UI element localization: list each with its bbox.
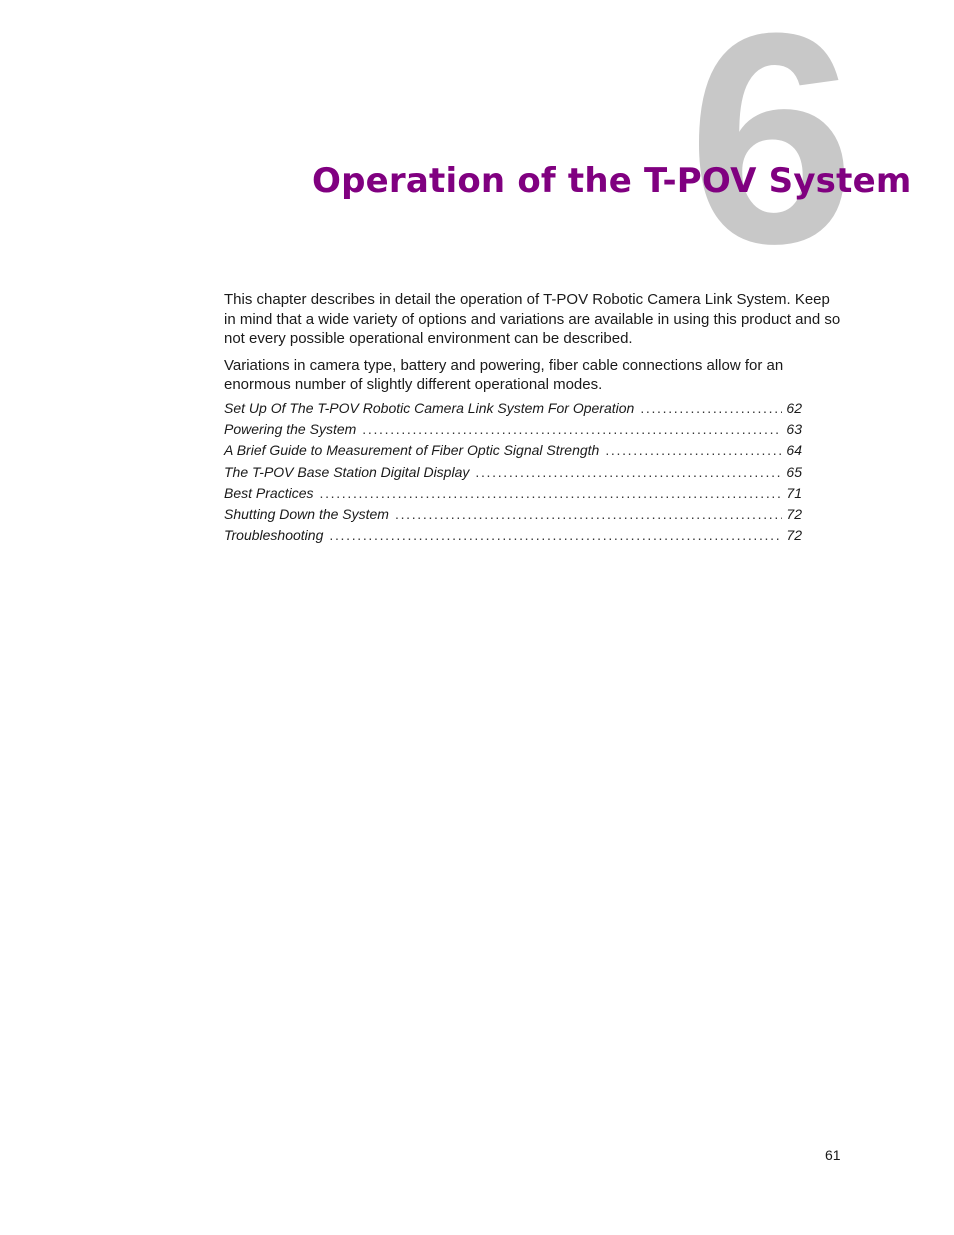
toc-entry-page: 62 bbox=[786, 400, 802, 416]
toc-entry-powering[interactable] bbox=[224, 419, 802, 440]
toc-entry-best-practices[interactable] bbox=[224, 483, 802, 504]
table-of-contents bbox=[224, 398, 802, 546]
toc-entry-page: 63 bbox=[786, 421, 802, 438]
chapter-intro bbox=[224, 290, 844, 402]
toc-dot-leader bbox=[640, 398, 782, 419]
toc-entry-digital-display[interactable] bbox=[224, 462, 802, 483]
toc-dot-leader bbox=[475, 462, 782, 483]
toc-dot-leader bbox=[329, 525, 782, 546]
intro-paragraph: Variations in camera type, battery and powering, fiber cable connections allow for an enormous number of slightly different operational modes. bbox=[224, 356, 784, 394]
toc-entry-page: 65 bbox=[786, 463, 802, 480]
toc-entry-page: 71 bbox=[786, 484, 802, 501]
toc-entry-title: The T-POV Base Station Digital Display bbox=[224, 463, 470, 480]
toc-dot-leader bbox=[605, 440, 782, 461]
toc-entry-title: Powering the System bbox=[224, 421, 357, 438]
chapter-number: 6 bbox=[688, 0, 855, 306]
toc-dot-leader bbox=[319, 483, 782, 504]
toc-entry-troubleshooting[interactable] bbox=[224, 525, 802, 546]
toc-entry-shutting-down[interactable] bbox=[224, 504, 802, 525]
toc-entry-title: Set Up Of The T-POV Robotic Camera Link System For Operation bbox=[224, 400, 635, 416]
chapter-title: Operation of the T-POV System bbox=[312, 161, 912, 201]
toc-dot-leader bbox=[362, 419, 782, 440]
toc-entry-title: A Brief Guide to Measurement of Fiber Optic Signal Strength bbox=[224, 442, 600, 459]
toc-entry-page: 72 bbox=[786, 527, 802, 544]
page-number: 61 bbox=[825, 1147, 841, 1163]
toc-entry-title: Troubleshooting bbox=[224, 527, 324, 544]
intro-paragraph: This chapter describes in detail the operation of T-POV Robotic Camera Link System. Keep in mind that a wide variety of options and variations are available in using this product and so not every possible operational environment can be described. bbox=[224, 291, 841, 348]
toc-entry-page: 72 bbox=[786, 506, 802, 523]
toc-dot-leader bbox=[395, 504, 782, 525]
toc-entry-setup[interactable] bbox=[224, 398, 802, 419]
toc-entry-title: Shutting Down the System bbox=[224, 506, 389, 523]
toc-entry-fiber-guide[interactable] bbox=[224, 440, 802, 461]
toc-entry-title: Best Practices bbox=[224, 484, 314, 501]
toc-entry-page: 64 bbox=[786, 442, 802, 459]
